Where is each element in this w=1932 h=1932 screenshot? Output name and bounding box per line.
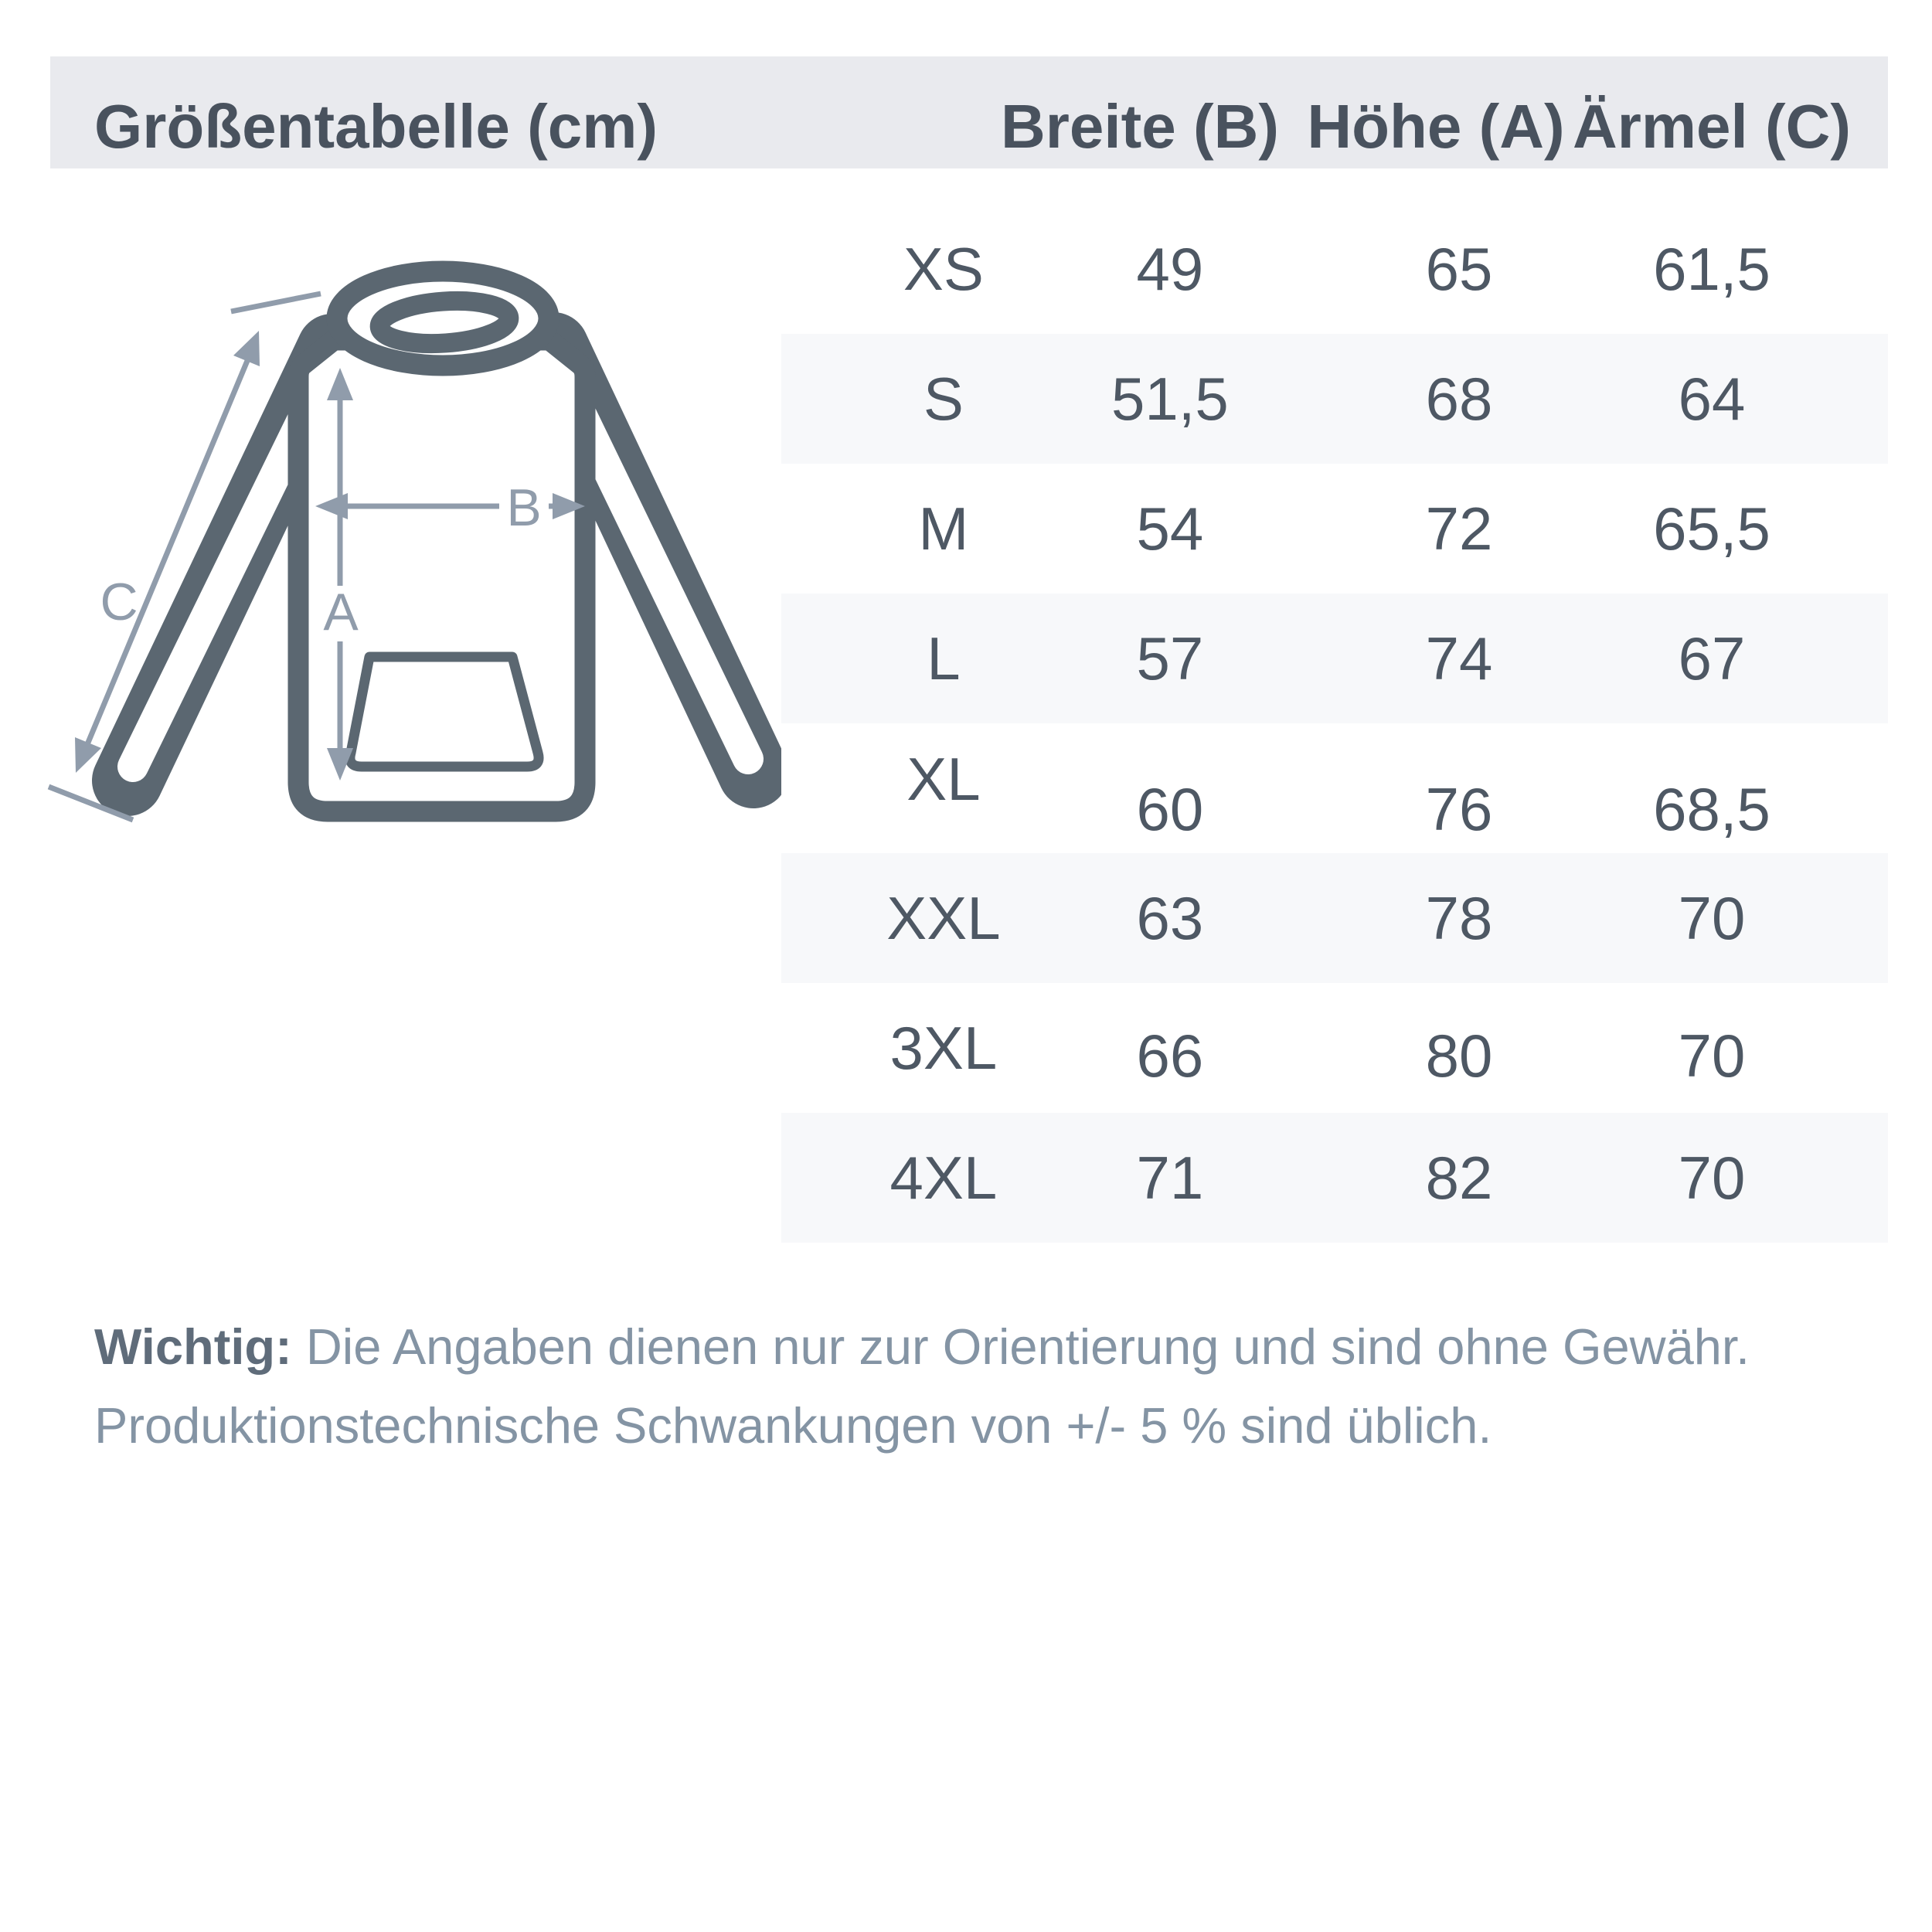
aermel-value-cell: 70 (1678, 1144, 1746, 1212)
hoehe-value-cell: 68 (1425, 365, 1493, 433)
hoehe-value-cell: 65 (1425, 235, 1493, 303)
size-cell: XL (906, 745, 981, 813)
page-title: Größentabelle (cm) (94, 92, 658, 161)
breite-value-cell: 66 (1136, 1022, 1204, 1090)
size-table (781, 204, 1888, 1243)
size-cell: M (918, 495, 969, 563)
breite-value-cell: 54 (1136, 495, 1204, 563)
table-header-bar (50, 56, 1888, 168)
breite-value-cell: 57 (1136, 624, 1204, 692)
aermel-value-cell: 64 (1678, 365, 1746, 433)
size-cell: XXL (886, 884, 1001, 952)
hoehe-value-cell: 80 (1425, 1022, 1493, 1090)
breite-value-cell: 63 (1136, 884, 1204, 952)
note-line-1: Wichtig: Die Angaben dienen nur zur Orientierung und sind ohne Gewähr. (94, 1318, 1750, 1375)
table-row (781, 204, 1888, 334)
table-row (781, 853, 1888, 983)
size-cell: 4XL (889, 1144, 998, 1212)
hoehe-value-cell: 74 (1425, 624, 1493, 692)
note-line-2: Produktionstechnische Schwankungen von +/- 5 % sind üblich. (94, 1397, 1492, 1454)
hoehe-value-cell: 76 (1425, 775, 1493, 843)
label-c: C (100, 573, 138, 631)
size-cell: L (927, 624, 961, 692)
breite-value-cell: 51,5 (1111, 365, 1229, 433)
table-row (781, 983, 1888, 1113)
aermel-value-cell: 70 (1678, 884, 1746, 952)
hoodie-hood (337, 271, 549, 366)
disclaimer-note (94, 1308, 1864, 1465)
hoodie-measurement-diagram (46, 209, 819, 858)
hoehe-value-cell: 82 (1425, 1144, 1493, 1212)
column-header-aermel: Ärmel (C) (1572, 92, 1852, 161)
label-b: B (506, 478, 542, 537)
note-bold-label: Wichtig: (94, 1318, 292, 1375)
aermel-value-cell: 65,5 (1653, 495, 1770, 563)
hoodie-pocket (350, 657, 539, 767)
column-header-hoehe: Höhe (A) (1307, 92, 1565, 161)
breite-value-cell: 49 (1136, 235, 1204, 303)
breite-value-cell: 60 (1136, 775, 1204, 843)
aermel-value-cell: 70 (1678, 1022, 1746, 1090)
aermel-value-cell: 67 (1678, 624, 1746, 692)
table-row (781, 594, 1888, 723)
table-row (781, 1113, 1888, 1243)
hoehe-value-cell: 72 (1425, 495, 1493, 563)
size-cell: 3XL (889, 1014, 998, 1082)
size-cell: S (923, 365, 964, 433)
aermel-value-cell: 61,5 (1653, 235, 1770, 303)
size-cell: XS (903, 235, 984, 303)
column-header-breite: Breite (B) (1000, 92, 1280, 161)
aermel-value-cell: 68,5 (1653, 775, 1770, 843)
label-a: A (323, 583, 359, 641)
table-row (781, 723, 1888, 853)
hoehe-value-cell: 78 (1425, 884, 1493, 952)
table-row (781, 334, 1888, 464)
table-row (781, 464, 1888, 594)
breite-value-cell: 71 (1136, 1144, 1204, 1212)
